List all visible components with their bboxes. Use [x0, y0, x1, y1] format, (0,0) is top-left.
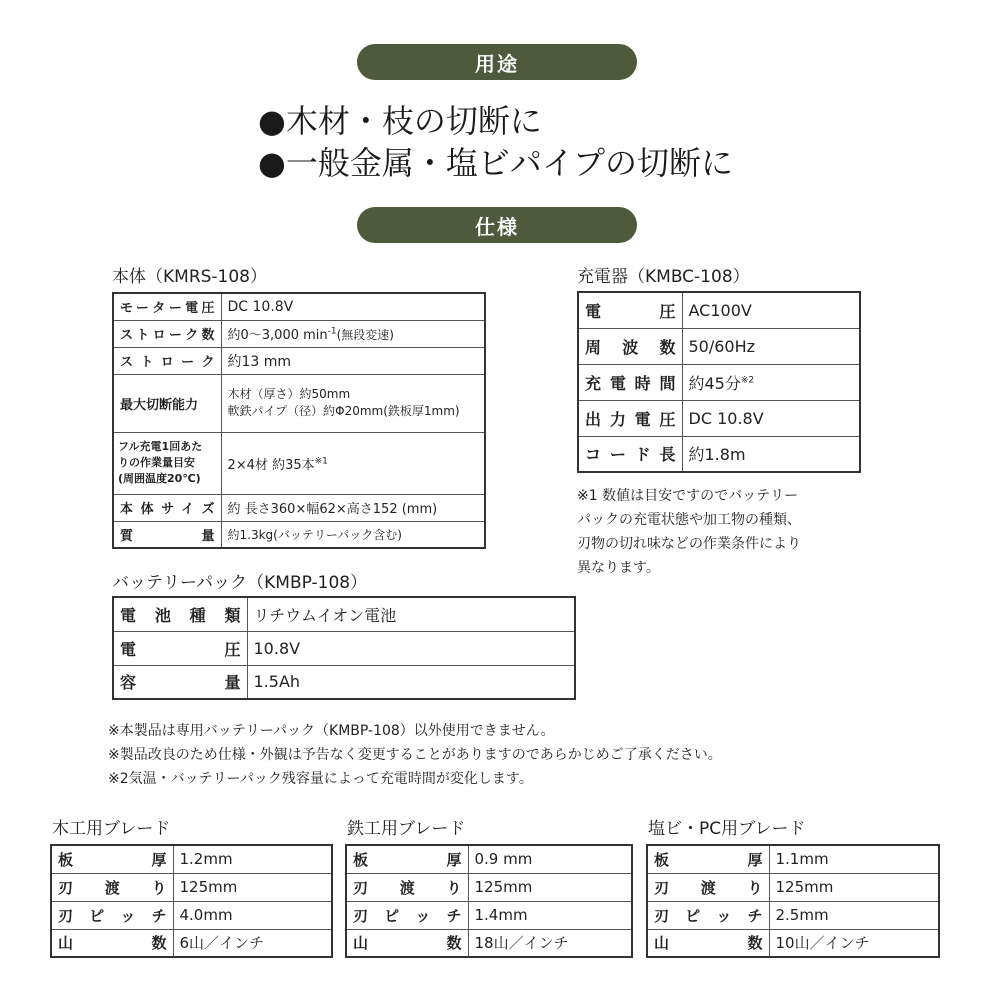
body-spec-title: 本体（KMRS-108） — [112, 267, 268, 287]
table-row — [113, 320, 485, 347]
spec-label: 電 池 種 類 — [113, 597, 247, 631]
spec-value: AC100V — [682, 292, 860, 328]
spec-label — [113, 432, 221, 494]
spec-value-main: 約0〜3,000 min — [227, 328, 328, 343]
spec-value-line: 木材（厚さ）約50mm — [227, 387, 351, 401]
table-row — [578, 328, 860, 364]
table-row — [51, 845, 332, 873]
spec-value: 125mm — [173, 873, 332, 901]
spec-value: 4.0mm — [173, 901, 332, 929]
spec-label: 刃 渡 り — [647, 873, 769, 901]
footnote-line: ※1 数値は目安ですのでバッテリー — [577, 488, 799, 504]
spec-value-main: 約45分 — [688, 373, 741, 393]
spec-value: 10山／インチ — [769, 929, 939, 957]
spec-label: 出力電圧 — [578, 400, 682, 436]
spec-value-main: 2×4材 約35本 — [227, 457, 315, 473]
spec-label: 刃 渡 り — [346, 873, 468, 901]
spec-value: 約1.3kg(バッテリーパック含む) — [221, 521, 485, 548]
spec-value: 10.8V — [247, 631, 575, 665]
spec-label-line: フル充電1回あた — [118, 440, 203, 453]
blade-title-pvc: 塩ビ・PC用ブレード — [648, 819, 806, 839]
footnote-mark: ※2 — [740, 375, 755, 386]
spec-label: 刃 ピ ッ チ — [51, 901, 173, 929]
note-line: ※本製品は専用バッテリーパック（KMBP-108）以外使用できません。 — [108, 723, 555, 739]
spec-label: 板 厚 — [51, 845, 173, 873]
table-row — [578, 364, 860, 400]
spec-value — [221, 432, 485, 494]
footnote-line: 異なります。 — [577, 560, 660, 576]
footnote-mark: ※1 — [314, 456, 328, 467]
spec-label: ストローク — [113, 347, 221, 374]
table-row — [578, 400, 860, 436]
spec-label: 周 波 数 — [578, 328, 682, 364]
table-row — [113, 494, 485, 521]
spec-label: 山 数 — [647, 929, 769, 957]
table-row — [113, 293, 485, 320]
charger-footnote — [577, 484, 801, 580]
spec-value: 125mm — [468, 873, 632, 901]
spec-value: DC 10.8V — [682, 400, 860, 436]
usage-heading: 用途 — [357, 44, 637, 80]
spec-value: 1.5Ah — [247, 665, 575, 699]
spec-label: 刃 ピ ッ チ — [647, 901, 769, 929]
spec-label: 充電時間 — [578, 364, 682, 400]
usage-item: ●木材・枝の切断に — [258, 102, 542, 140]
battery-spec-title: バッテリーパック（KMBP-108） — [112, 573, 368, 593]
table-row — [113, 521, 485, 548]
spec-value: 1.4mm — [468, 901, 632, 929]
blade-table-pvc — [646, 844, 940, 958]
spec-label: ストローク数 — [113, 320, 221, 347]
blade-table-metal — [345, 844, 633, 958]
spec-value: 約13 mm — [221, 347, 485, 374]
blade-table-wood — [50, 844, 333, 958]
spec-value: リチウムイオン電池 — [247, 597, 575, 631]
unit-superscript: -1 — [327, 326, 337, 337]
spec-label: 板 厚 — [647, 845, 769, 873]
spec-label-line: りの作業量目安 — [118, 456, 195, 469]
table-row — [346, 929, 632, 957]
spec-label: 電 圧 — [578, 292, 682, 328]
table-row — [647, 929, 939, 957]
spec-value: 50/60Hz — [682, 328, 860, 364]
spec-label: 刃 渡 り — [51, 873, 173, 901]
spec-value — [221, 374, 485, 432]
spec-label: 電 圧 — [113, 631, 247, 665]
spec-value — [682, 364, 860, 400]
table-row — [647, 873, 939, 901]
spec-label: 最大切断能力 — [113, 374, 221, 432]
spec-label: 質 量 — [113, 521, 221, 548]
spec-label: モーター電圧 — [113, 293, 221, 320]
table-row — [113, 665, 575, 699]
charger-spec-table — [577, 291, 861, 473]
spec-label: 山 数 — [346, 929, 468, 957]
spec-label: 板 厚 — [346, 845, 468, 873]
table-row — [51, 873, 332, 901]
blade-title-wood: 木工用ブレード — [52, 819, 171, 839]
blade-title-metal: 鉄工用ブレード — [347, 819, 466, 839]
spec-value: 1.1mm — [769, 845, 939, 873]
spec-value: DC 10.8V — [221, 293, 485, 320]
spec-value: 約 長さ360×幅62×高さ152 (mm) — [221, 494, 485, 521]
spec-value: 6山／インチ — [173, 929, 332, 957]
spec-value-suffix: (無段変速) — [336, 328, 394, 342]
table-row — [113, 631, 575, 665]
note-line: ※2気温・バッテリーパック残容量によって充電時間が変化します。 — [108, 771, 533, 787]
spec-value: 125mm — [769, 873, 939, 901]
spec-value: 18山／インチ — [468, 929, 632, 957]
spec-value: 約1.8m — [682, 436, 860, 472]
table-row — [346, 873, 632, 901]
table-row — [346, 901, 632, 929]
charger-spec-title: 充電器（KMBC-108） — [577, 267, 750, 287]
body-spec-table — [112, 292, 486, 549]
spec-value: 1.2mm — [173, 845, 332, 873]
table-row — [113, 432, 485, 494]
table-row — [113, 597, 575, 631]
note-line: ※製品改良のため仕様・外観は予告なく変更することがありますのであらかじめご了承ください。 — [108, 747, 722, 763]
table-row — [578, 436, 860, 472]
footnote-line: パックの充電状態や加工物の種類、 — [577, 512, 801, 528]
spec-value-line: 軟鉄パイプ（径）約Φ20mm(鉄板厚1mm) — [227, 404, 460, 418]
spec-value: 2.5mm — [769, 901, 939, 929]
spec-value — [221, 320, 485, 347]
spec-label: コード長 — [578, 436, 682, 472]
table-row — [51, 901, 332, 929]
table-row — [51, 929, 332, 957]
table-row — [113, 347, 485, 374]
spec-label: 刃 ピ ッ チ — [346, 901, 468, 929]
table-row — [578, 292, 860, 328]
table-row — [647, 901, 939, 929]
battery-spec-table — [112, 596, 576, 700]
spec-label: 本体サイズ — [113, 494, 221, 521]
usage-item: ●一般金属・塩ビパイプの切断に — [258, 144, 733, 182]
table-row — [647, 845, 939, 873]
spec-label: 山 数 — [51, 929, 173, 957]
spec-heading: 仕様 — [357, 207, 637, 243]
spec-label: 容 量 — [113, 665, 247, 699]
spec-value: 0.9 mm — [468, 845, 632, 873]
general-notes — [108, 719, 722, 791]
table-row — [113, 374, 485, 432]
spec-label-line: (周囲温度20℃) — [118, 472, 201, 485]
table-row — [346, 845, 632, 873]
footnote-line: 刃物の切れ味などの作業条件により — [577, 536, 801, 552]
